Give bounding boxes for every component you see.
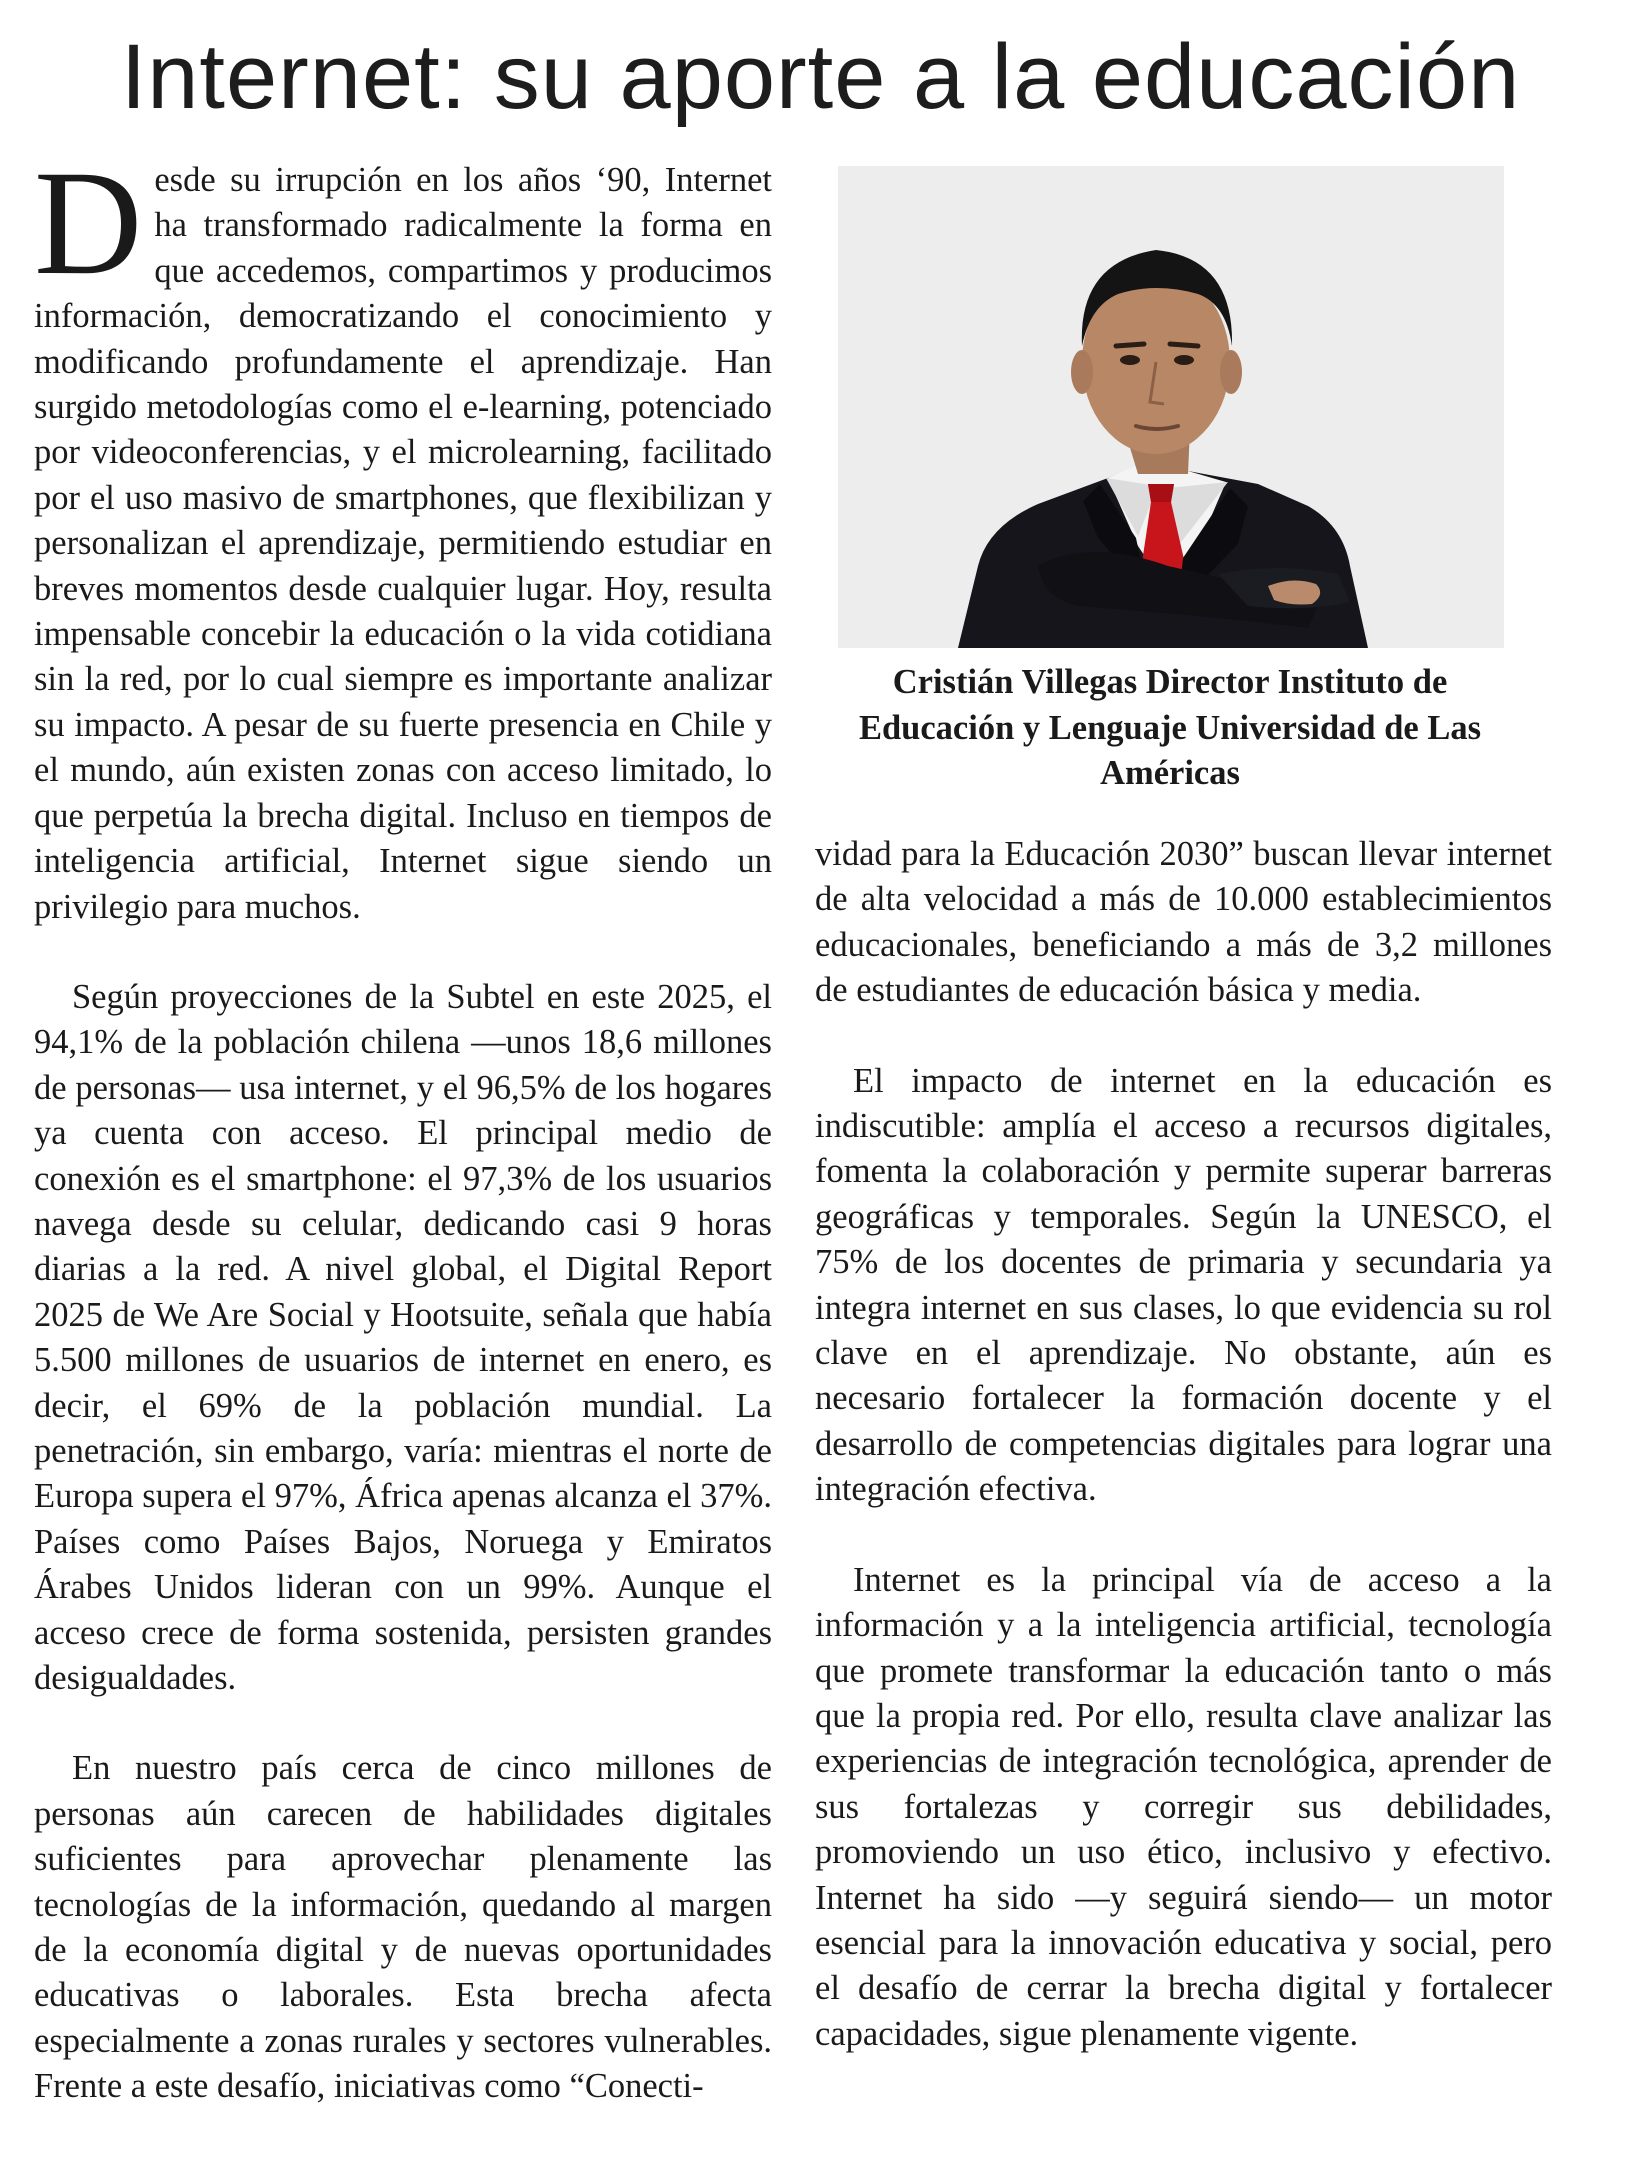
paragraph-initiative-continued: vidad para la Educación 2030” buscan llevar internet de alta velocidad a más de 10.000 establecimientos educacionales, beneficiando a más de 3,2 millones de estudiantes de educación básica y media.	[815, 835, 1552, 1010]
left-column	[34, 158, 772, 2153]
photo-caption: Cristián Villegas Director Instituto de Educación y Lenguaje Universidad de Las Américas	[858, 663, 1482, 792]
article-headline: Internet: su aporte a la educación	[120, 26, 1521, 128]
paragraph-statistics: Según proyecciones de la Subtel en este 2025, el 94,1% de la población chilena —unos 18,6 millones de personas— usa internet, y el 96,5% de los hogares ya cuenta con acceso. El principal medio de conexión es el smartphone: el 97,3% de los usuarios navega desde su celular, dedicando casi 9 horas diarias a la red. A nivel global, el Digital Report 2025 de We Are Social y Hootsuite, señala que había 5.500 millones de usuarios de internet en enero, es decir, el 69% de la población mundial. La penetración, sin embargo, varía: mientras el norte de Europa supera el 97%, África apenas alcanza el 37%. Países como Países Bajos, Noruega y Emiratos Árabes Unidos lideran con un 99%. Aunque el acceso crece de forma sostenida, persisten grandes desigualdades.	[34, 977, 772, 1697]
drop-cap: D	[34, 158, 143, 306]
paragraph-intro	[34, 158, 772, 930]
paragraph-intro-text: esde su irrupción en los años ‘90, Internet ha transformado radicalmente la forma en que accedemos, compartimos y producimos información, democratizando el conocimiento y modificando profundamente el aprendizaje. Han surgido metodologías como el e-learning, potenciado por videoconferencias, y el microlearning, facilitado por el uso masivo de smartphones, que flexibilizan y personalizan el aprendizaje, permitiendo estudiar en breves momentos desde cualquier lugar. Hoy, resulta impensable concebir la educación o la vida cotidiana sin la red, por lo cual siempre es importante analizar su impacto. A pesar de su fuerte presencia en Chile y el mundo, aún existen zonas con acceso limitado, lo que perpetúa la brecha digital. Incluso en tiempos de inteligencia artificial, Internet sigue siendo un privilegio para muchos.	[34, 161, 772, 926]
author-photo	[838, 166, 1504, 648]
right-column	[815, 832, 1552, 2152]
author-portrait-image	[838, 166, 1504, 648]
paragraph-digital-skills: En nuestro país cerca de cinco millones de personas aún carecen de habilidades digitales suficientes para aprovechar plenamente las tecnologías de la información, quedando al margen de la economía digital y de nuevas oportunidades educativas o laborales. Esta brecha afecta especialmente a zonas rurales y sectores vulnerables. Frente a este desafío, iniciativas como “Conecti-	[34, 1749, 772, 2106]
paragraph-impact: El impacto de internet en la educación es indiscutible: amplía el acceso a recursos digitales, fomenta la colaboración y permite superar barreras geográficas y temporales. Según la UNESCO, el 75% de los docentes de primaria y secundaria ya integra internet en sus clases, lo que evidencia su rol clave en el aprendizaje. No obstante, aún es necesario fortalecer la formación docente y el desarrollo de competencias digitales para lograr una integración efectiva.	[815, 1061, 1552, 1509]
paragraph-conclusion: Internet es la principal vía de acceso a la información y a la inteligencia artificial, tecnología que promete transformar la educación tanto o más que la propia red. Por ello, resulta clave analizar las experiencias de integración tecnológica, aprender de sus fortalezas y corregir sus debilidades, promoviendo un uso ético, inclusivo y efectivo. Internet ha sido —y seguirá siendo— un motor esencial para la innovación educativa y social, pero el desafío de cerrar la brecha digital y fortalecer capacidades, sigue plenamente vigente.	[815, 1560, 1552, 2053]
